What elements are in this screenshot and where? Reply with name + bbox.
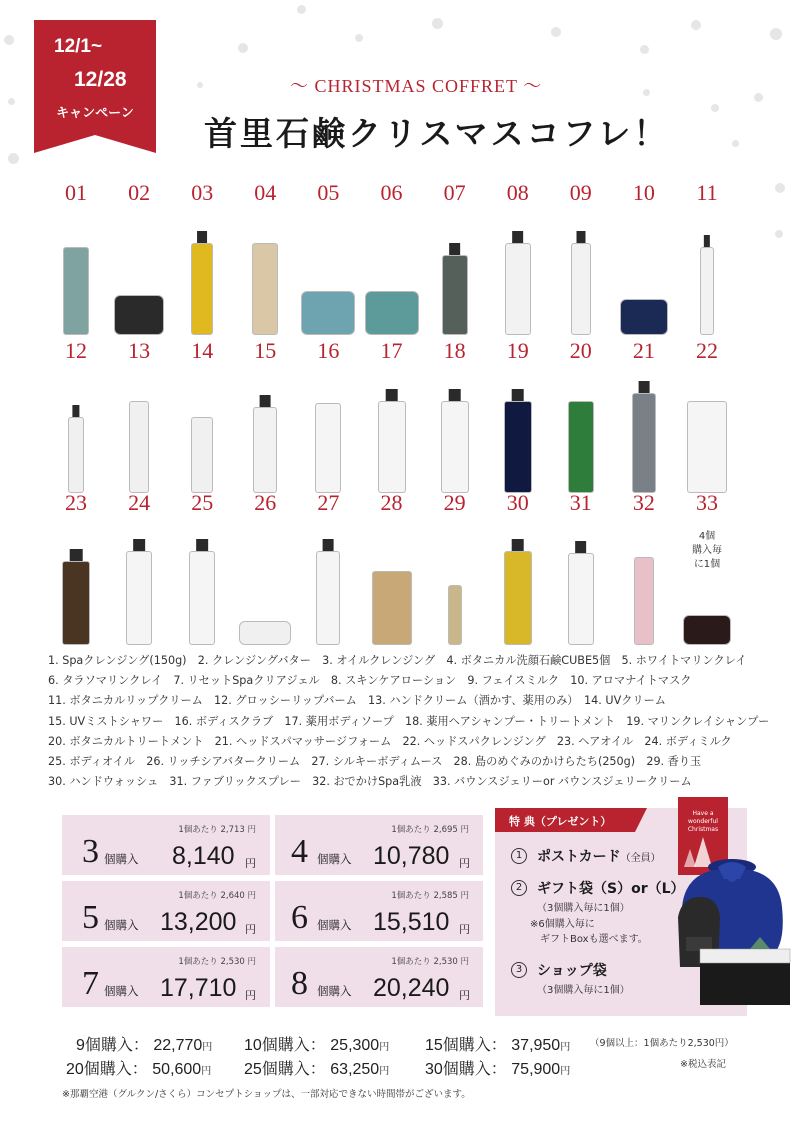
extra-price: 10個購入： 25,300円 [244,1037,390,1054]
product-image [700,247,714,335]
price-qty-label: 個購入 [317,984,352,998]
product-list-line: 6. タラソマリンクレイ 7. リセットSpaクリアジェル 8. スキンケアローション 9. フェイスミルク 10. アロマナイトマスク [48,674,692,688]
product-list-line: 20. ボタニカルトリートメント 21. ヘッドスパマッサージフォーム 22. ヘッドスパクレンジング 23. ヘアオイル 24. ボディミルク [48,734,732,748]
product-item [234,338,296,493]
gift-item-number: 3 [511,962,527,978]
product-image [378,401,406,493]
product-cap [72,405,79,417]
product-image [253,407,277,493]
product-cap [704,235,710,247]
price-box [275,815,483,875]
price-box [62,947,270,1007]
product-number: 06 [380,180,403,205]
snow-dot [643,89,650,96]
price-total: 13,200 [160,908,237,936]
postcard-text: Have a wonderful Christmas [687,810,719,833]
product-item [487,338,549,493]
product-cap [512,231,524,243]
snow-dot [711,104,719,112]
snow-dot [197,82,203,88]
product-cap [196,539,208,551]
product-image [316,551,340,645]
product-item [171,338,233,493]
product-item [676,338,738,493]
product-image [687,401,727,493]
product-number: 27 [317,490,340,515]
price-qty-label: 個購入 [104,852,139,866]
product-item [45,490,107,645]
product-item [676,490,738,645]
page-subtitle: 〜 CHRISTMAS COFFRET 〜 [290,76,543,96]
product-cap [576,231,585,243]
product-list-line: 11. ボタニカルリップクリーム 12. グロッシーリップバーム 13. ハンドクリーム（酒かす、薬用のみ） 14. UVクリーム [48,694,666,708]
product-image [634,557,654,645]
product-number: 18 [443,338,466,363]
product-item [676,180,738,335]
price-qty: 3 [82,833,99,870]
price-qty-label: 個購入 [104,984,139,998]
snow-dot [8,153,19,164]
snow-dot [732,140,739,147]
campaign-start-date: 12/1~ [54,36,103,57]
price-total: 8,140 [172,842,235,870]
gift-item-sub: （3個購入毎に1個） [537,903,630,914]
product-image [191,243,213,335]
product-image [63,247,89,335]
price-per-unit: 1個あたり 2,640 円 [178,891,256,901]
product-image [239,621,291,645]
product-image [191,417,213,493]
price-qty-label: 個購入 [317,852,352,866]
product-item [613,338,675,493]
price-yen: 円 [245,923,256,936]
product-item [361,338,423,493]
product-33-note: 4個 購入毎 に1個 [692,531,722,570]
campaign-end-date: 12/28 [74,68,127,91]
product-item [297,180,359,335]
product-cap [511,539,524,551]
snow-dot [640,45,649,54]
gift-item-title: ギフト袋（S）or（L） [537,881,685,897]
price-per-unit: 1個あたり 2,585 円 [391,891,469,901]
product-number: 33 [696,490,718,515]
price-qty: 5 [82,899,99,936]
product-number: 15 [254,338,277,363]
tax-note: ※税込表記 [680,1059,726,1070]
extra-price-note: （9個以上：1個あたり2,530円） [590,1038,734,1049]
product-list-line: 15. UVミストシャワー 16. ボディスクラブ 17. 薬用ボディソープ 18. 薬用ヘアシャンプー・トリートメント 19. マリンクレイシャンプー [48,714,770,728]
product-image [315,403,341,493]
snow-dot [691,20,701,30]
campaign-ribbon [34,20,156,135]
snow-dot [4,35,14,45]
snow-dot [775,230,783,238]
snow-dot [754,93,763,102]
price-total: 17,710 [160,974,237,1002]
product-number: 02 [128,180,151,205]
product-image [568,553,594,645]
product-list-line: 1. Spaクレンジング(150g) 2. クレンジングバター 3. オイルクレンジング 4. ボタニカル洗顔石鹸CUBE5個 5. ホワイトマリンクレイ [48,654,747,667]
product-number: 22 [696,338,718,363]
price-yen: 円 [459,923,470,936]
product-item [424,338,486,493]
snow-dot [770,28,782,40]
product-number: 23 [65,490,87,515]
gift-item-title: ショップ袋 [537,963,607,979]
gift-item-note: ギフトBoxも選べます。 [540,934,648,945]
product-item [108,180,170,335]
price-per-unit: 1個あたり 2,530 円 [391,957,469,967]
snow-dot [297,5,306,14]
price-box [62,815,270,875]
product-cap [511,389,524,401]
product-number: 11 [696,180,718,205]
product-image [252,243,278,335]
product-cap [385,389,398,401]
gift-item-number: 2 [511,880,527,896]
product-list-line: 25. ボディオイル 26. リッチシアバタークリーム 27. シルキーボディムース 28. 島のめぐみのかけらたち(250g) 29. 香り玉 [48,755,702,769]
product-number: 28 [380,490,403,515]
product-number: 25 [191,490,214,515]
product-image [126,551,152,645]
product-image [189,551,215,645]
price-total: 20,240 [373,974,450,1002]
product-item [550,490,612,645]
product-number: 30 [506,490,529,515]
extra-price: 30個購入： 75,900円 [425,1061,571,1078]
page-title: 首里石鹸クリスマスコフレ！ [204,114,670,153]
product-number: 12 [65,338,87,363]
product-cap [638,381,649,393]
price-yen: 円 [245,857,256,870]
product-number: 07 [443,180,466,205]
product-number: 08 [506,180,529,205]
product-item [234,180,296,335]
product-image [441,401,469,493]
snow-dot [432,18,443,29]
product-image [442,255,468,335]
product-item [550,338,612,493]
product-item [297,338,359,493]
price-qty-label: 個購入 [317,918,352,932]
product-image [372,571,412,645]
product-number: 32 [632,490,655,515]
price-total: 15,510 [373,908,450,936]
product-image [365,291,419,335]
product-list-line: 30. ハンドウォッシュ 31. ファブリックスプレー 32. おでかけSpa乳液 33. バウンスジェリーor バウンスジェリークリーム [48,775,692,789]
product-number: 13 [128,338,151,363]
product-image [571,243,591,335]
price-yen: 円 [459,857,470,870]
product-item [361,490,423,645]
price-per-unit: 1個あたり 2,530 円 [178,957,256,967]
product-image [448,585,462,645]
product-number: 09 [569,180,592,205]
product-number: 29 [443,490,466,515]
price-qty: 8 [291,965,308,1002]
product-item [171,490,233,645]
gift-panel-tab: 特 典（プレゼント） [495,808,635,832]
product-number: 05 [317,180,340,205]
price-box [275,947,483,1007]
product-number: 21 [632,338,655,363]
extra-price: 25個購入： 63,250円 [244,1061,390,1078]
product-item [424,180,486,335]
product-image [68,417,84,493]
campaign-label: キャンペーン [56,106,134,121]
product-image [683,615,731,645]
product-item [108,490,170,645]
price-yen: 円 [459,989,470,1002]
gift-item-title: ポストカード（全員） [537,849,661,865]
product-image [504,401,532,493]
product-image [568,401,594,493]
product-item [613,490,675,645]
snow-dot [551,27,561,37]
product-number: 24 [128,490,151,515]
footnote: ※那覇空港（グルクン/さくら）コンセプトショップは、一部対応できない時間帯がございます。 [62,1089,471,1100]
product-image [632,393,656,493]
extra-price: 9個購入： 22,770円 [76,1037,213,1054]
product-item [613,180,675,335]
product-list [48,651,788,792]
product-cap [323,539,334,551]
product-number: 01 [65,180,87,205]
product-item [297,490,359,645]
gift-illustration [660,797,800,1022]
product-image [301,291,355,335]
product-image [114,295,164,335]
price-qty-label: 個購入 [104,918,139,932]
price-total: 10,780 [373,842,450,870]
snow-dot [775,183,785,193]
product-number: 26 [254,490,277,515]
product-number: 03 [191,180,214,205]
product-image [129,401,149,493]
price-qty: 7 [82,965,99,1002]
price-box [62,881,270,941]
price-yen: 円 [245,989,256,1002]
product-image [505,243,531,335]
product-cap [133,539,145,551]
product-number: 16 [317,338,340,363]
product-item [361,180,423,335]
product-cap [449,243,461,255]
gift-item-note: ※6個購入毎に [530,919,595,930]
product-item [108,338,170,493]
price-per-unit: 1個あたり 2,713 円 [178,825,256,835]
gift-item-sub: （3個購入毎に1個） [537,985,630,996]
snow-dot [355,34,363,42]
price-box [275,881,483,941]
product-cap [70,549,83,561]
product-cap [197,231,207,243]
product-image [620,299,668,335]
product-item [45,180,107,335]
gift-item-sub: （全員） [620,853,661,864]
product-number: 20 [569,338,592,363]
product-image [62,561,90,645]
product-number: 04 [254,180,277,205]
product-cap [448,389,461,401]
product-number: 17 [380,338,403,363]
extra-price: 20個購入： 50,600円 [66,1061,212,1078]
product-item [45,338,107,493]
product-item [550,180,612,335]
product-cap [260,395,271,407]
gift-item-number: 1 [511,848,527,864]
product-item [487,180,549,335]
product-number: 10 [632,180,655,205]
snow-dot [8,98,15,105]
product-number: 31 [569,490,592,515]
snow-dot [238,43,248,53]
product-item [234,490,296,645]
product-item [171,180,233,335]
product-item [424,490,486,645]
product-image [504,551,532,645]
price-qty: 4 [291,833,308,870]
price-qty: 6 [291,899,308,936]
extra-price: 15個購入： 37,950円 [425,1037,571,1054]
product-item [487,490,549,645]
price-per-unit: 1個あたり 2,695 円 [391,825,469,835]
product-number: 14 [191,338,214,363]
product-number: 19 [506,338,529,363]
product-cap [575,541,587,553]
